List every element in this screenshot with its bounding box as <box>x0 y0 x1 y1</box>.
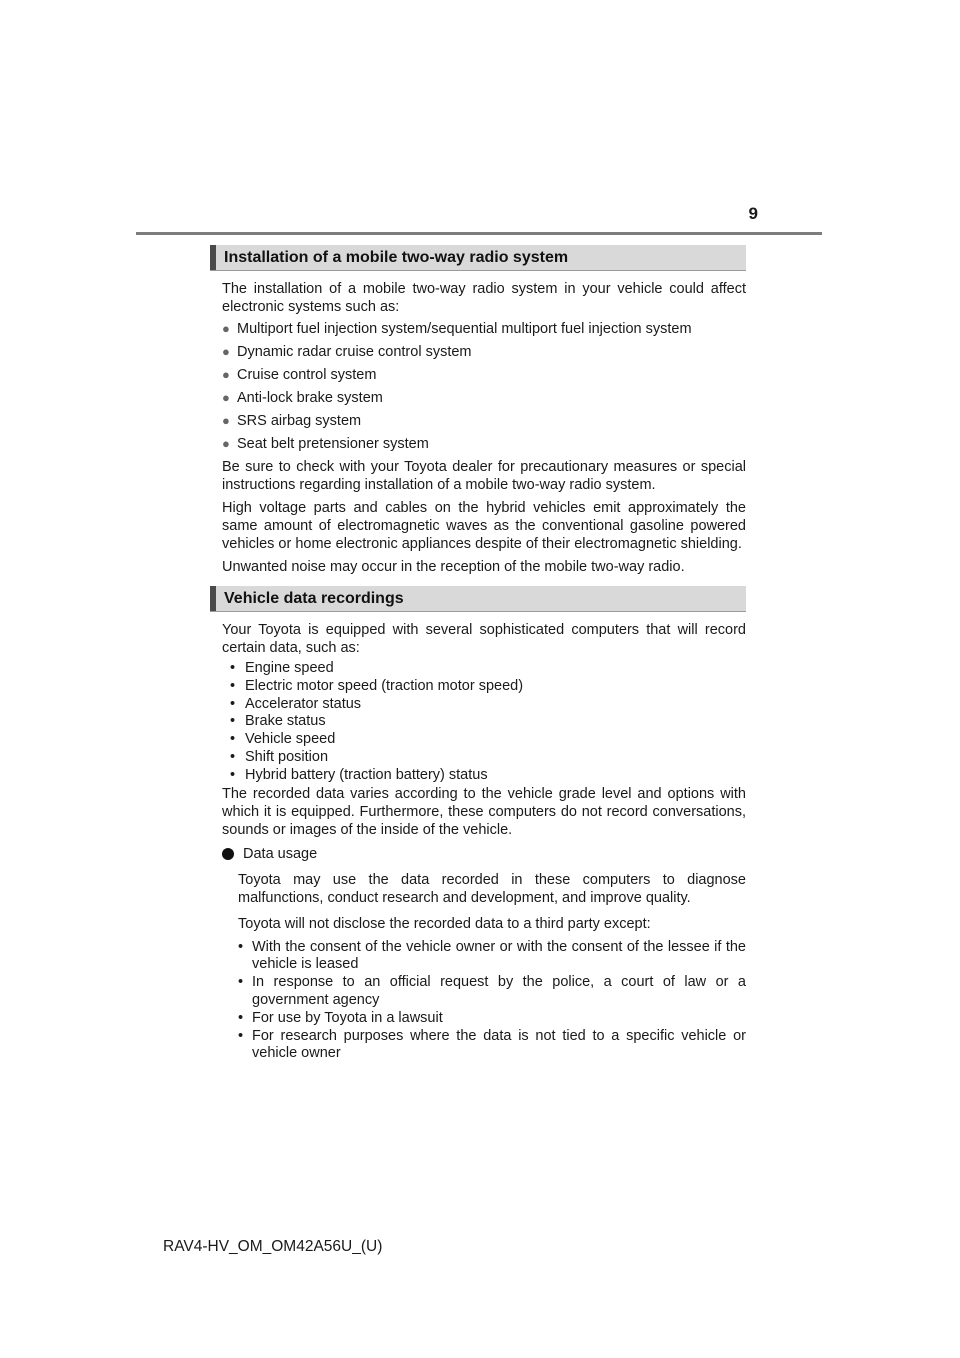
dot-icon: • <box>230 695 236 712</box>
paragraph: Unwanted noise may occur in the reception of the mobile two-way radio. <box>222 559 685 575</box>
dot-icon: • <box>238 974 244 991</box>
list-item: • Hybrid battery (traction battery) status <box>230 766 488 783</box>
bullet-icon: ● <box>222 413 230 428</box>
section-intro: The installation of a mobile two-way radio system in your vehicle could affect electronic systems such as: <box>222 281 746 315</box>
bullet-icon: ● <box>222 367 230 382</box>
subsection-heading <box>222 845 746 863</box>
list-item: • Engine speed <box>230 660 334 676</box>
bullet-icon: ● <box>222 390 230 405</box>
disclosure-exceptions-list <box>238 939 746 1064</box>
bullet-icon: ● <box>222 436 230 451</box>
dot-icon: • <box>238 1027 244 1044</box>
list-item: • Electric motor speed (traction motor speed) <box>230 677 524 694</box>
dot-icon: • <box>230 660 236 676</box>
affected-systems-list <box>222 320 746 453</box>
dot-icon: • <box>238 1009 244 1026</box>
paragraph: Toyota may use the data recorded in these computers to diagnose malfunctions, conduct research and development, and improve quality. <box>238 871 746 906</box>
list-item: ● Seat belt pretensioner system <box>222 436 429 452</box>
list-item: • For research purposes where the data is not tied to a specific vehicle or vehicle owner <box>238 1027 746 1062</box>
list-item: • Brake status <box>230 713 326 730</box>
heading-accent-bar <box>210 245 216 270</box>
recorded-data-list <box>230 660 746 785</box>
list-item: • Accelerator status <box>230 695 362 712</box>
section-intro: Your Toyota is equipped with several sophisticated computers that will record certain data, such as: <box>222 622 746 656</box>
section-heading-radio <box>210 245 746 271</box>
dot-icon: • <box>230 677 236 694</box>
bullet-icon: ● <box>222 344 230 359</box>
page-content <box>222 245 746 1063</box>
bullet-icon: ● <box>222 321 230 336</box>
dot-icon: • <box>230 713 236 730</box>
heading-accent-bar <box>210 586 216 611</box>
list-item: ● Dynamic radar cruise control system <box>222 344 472 360</box>
header-rule <box>136 232 822 235</box>
paragraph: High voltage parts and cables on the hybrid vehicles emit approximately the same amount of electromagnetic waves as the conventional gasoline powered vehicles or home electronic appliances despite of their electromagnetic shielding. <box>222 500 746 552</box>
list-item: • Vehicle speed <box>230 731 336 748</box>
list-item: • With the consent of the vehicle owner or with the consent of the lessee if the vehicle is leased <box>238 938 746 973</box>
list-item: ● Cruise control system <box>222 367 377 383</box>
subsection-title: Data usage <box>243 845 318 862</box>
dot-icon: • <box>230 748 236 765</box>
bullet-icon <box>222 848 234 860</box>
footer-document-code: RAV4-HV_OM_OM42A56U_(U) <box>163 1238 383 1255</box>
dot-icon: • <box>230 766 236 783</box>
page-number: 9 <box>748 204 758 223</box>
paragraph: Toyota will not disclose the recorded data to a third party except: <box>238 915 651 932</box>
list-item: • Shift position <box>230 748 329 765</box>
data-usage-body <box>238 871 746 1064</box>
list-item: • For use by Toyota in a lawsuit <box>238 1009 443 1026</box>
dot-icon: • <box>238 938 244 955</box>
dot-icon: • <box>230 731 236 748</box>
section-heading-data <box>210 586 746 612</box>
paragraph: Be sure to check with your Toyota dealer for precautionary measures or special instructions regarding installation of a mobile two-way radio system. <box>222 459 746 493</box>
list-item: ● SRS airbag system <box>222 413 362 429</box>
list-item: ● Anti-lock brake system <box>222 390 383 406</box>
list-item: ● Multiport fuel injection system/sequential multiport fuel injection system <box>222 321 692 337</box>
paragraph: The recorded data varies according to the vehicle grade level and options with which it is equipped. Furthermore, these computers do not record conversations, sounds or images of the inside of the vehicle. <box>222 785 746 838</box>
list-item: • In response to an official request by the police, a court of law or a government agency <box>238 974 746 1008</box>
section-title: Installation of a mobile two-way radio system <box>224 249 569 266</box>
section-title: Vehicle data recordings <box>224 590 404 607</box>
